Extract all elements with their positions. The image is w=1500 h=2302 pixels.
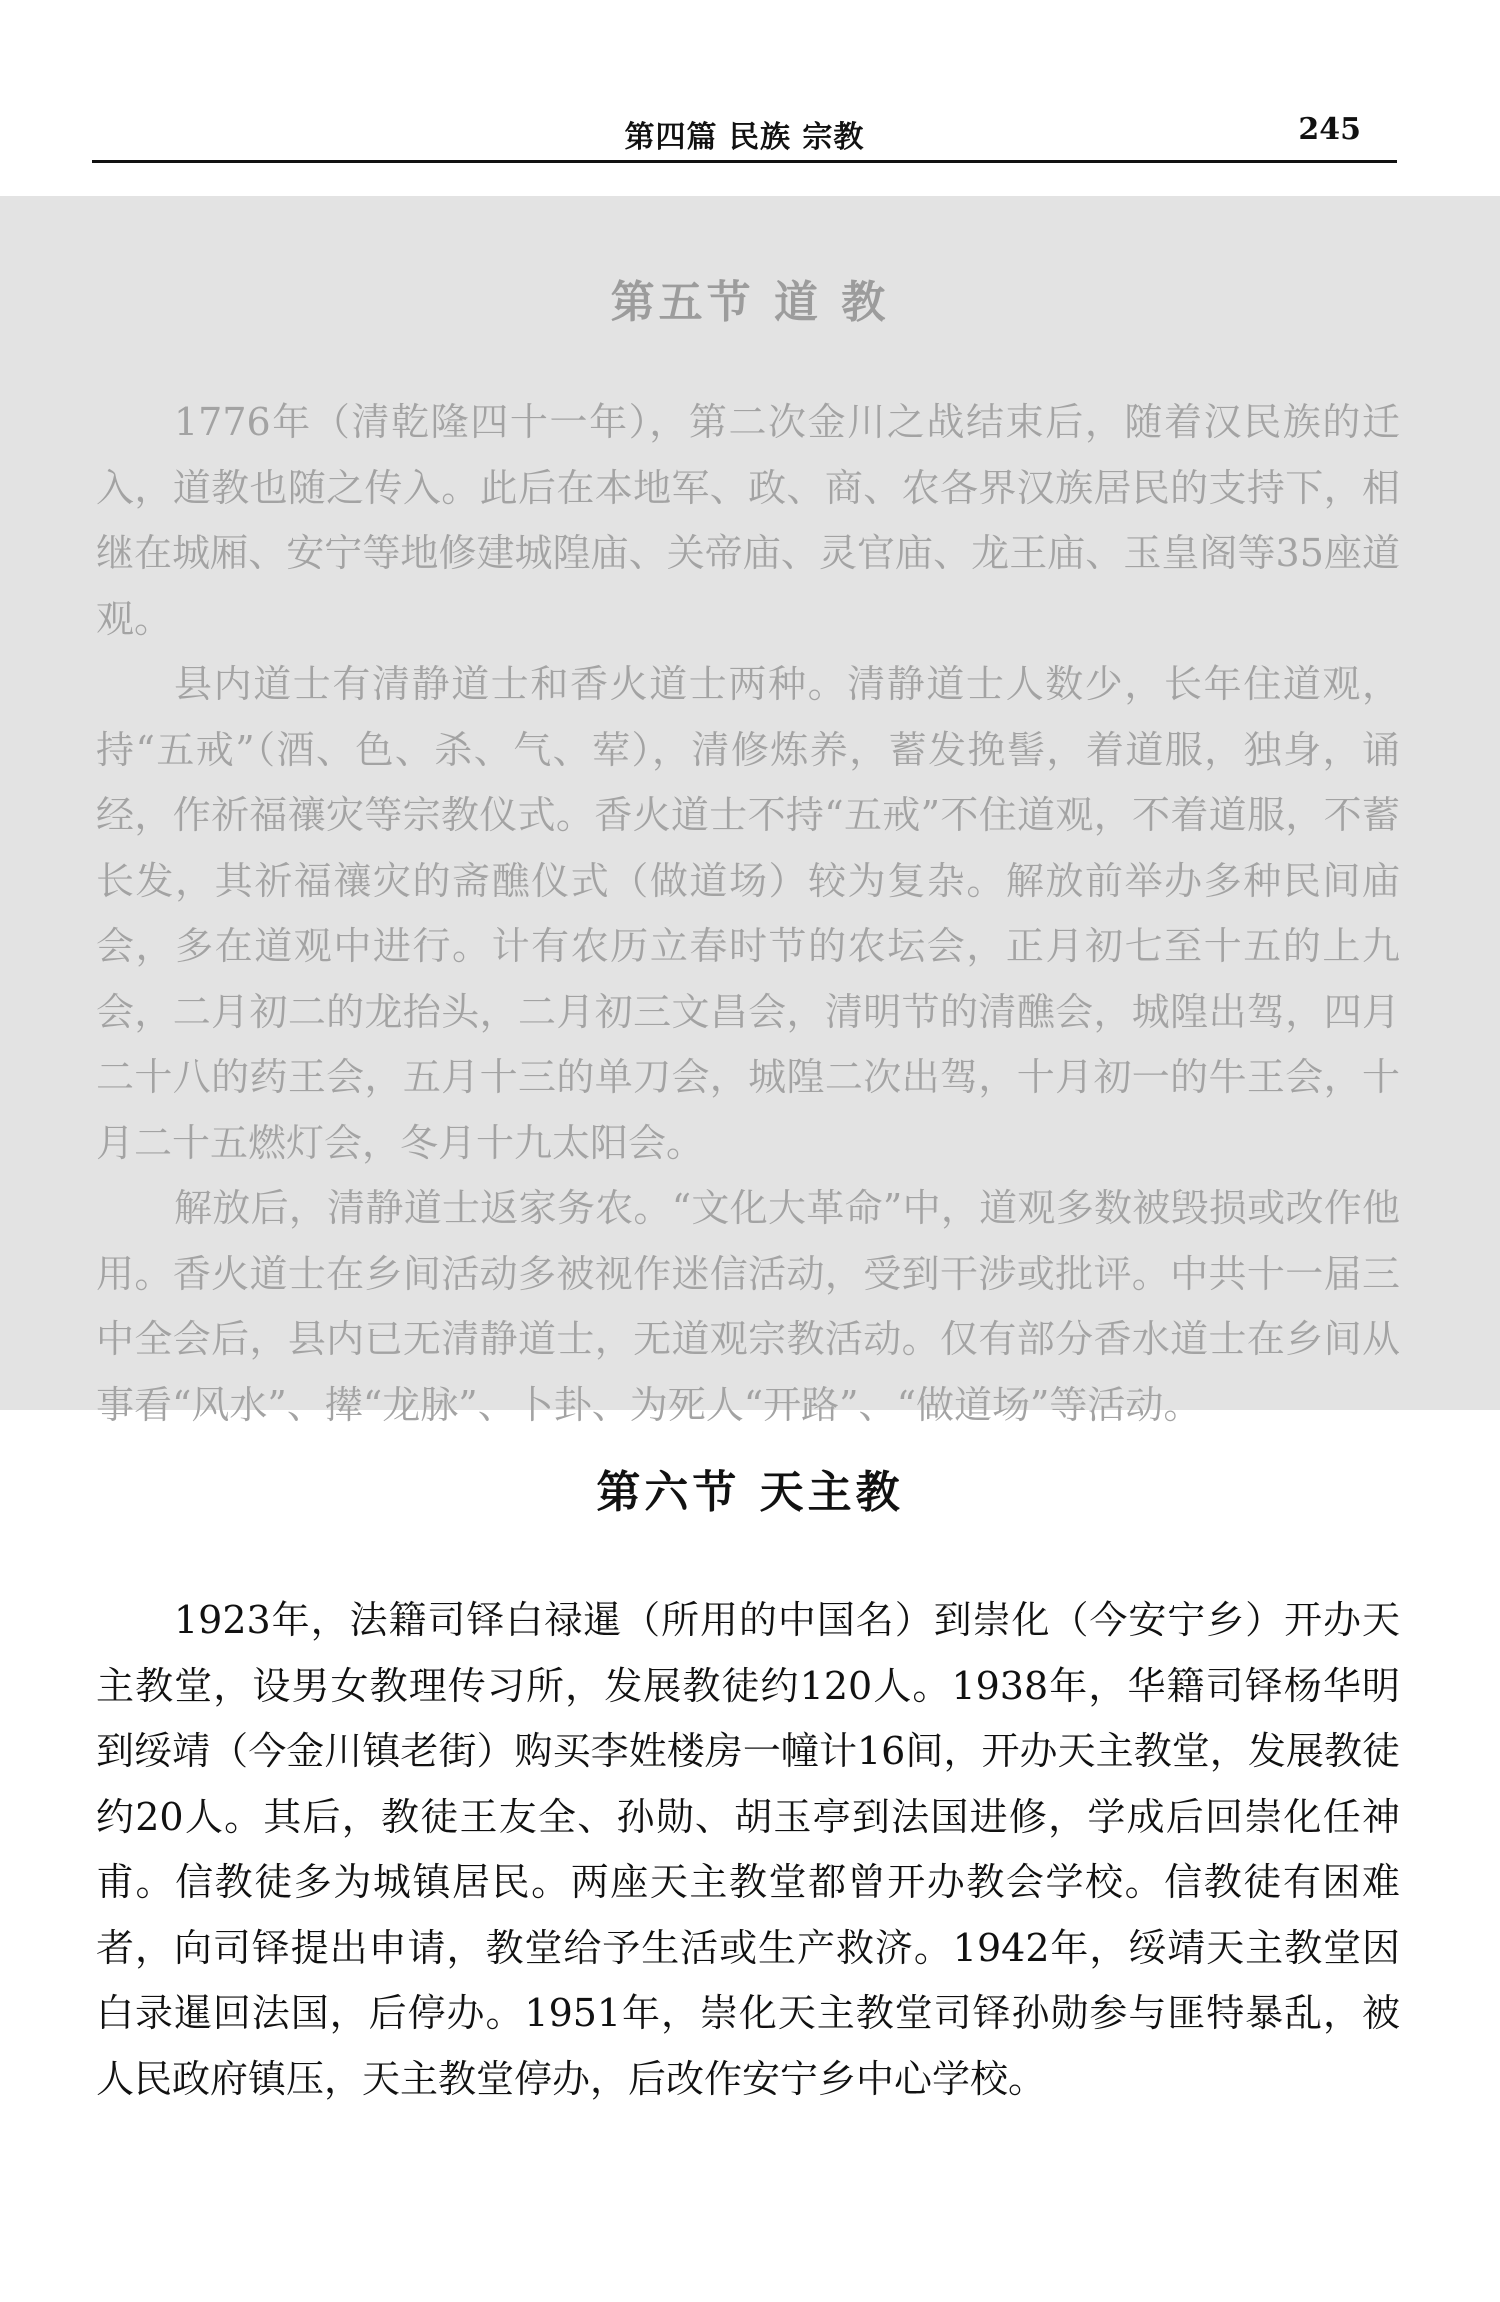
page-number: 245 bbox=[1298, 112, 1361, 147]
section-taoism-body bbox=[96, 390, 1400, 1438]
paragraph: 县内道士有清静道士和香火道士两种。清静道士人数少，长年住道观，持“五戒”（酒、色、杀、气、荤），清修炼养，蓄发挽髻，着道服，独身，诵经，作祈福禳灾等宗教仪式。香火道士不持“五戒”不住道观，不着道服，不蓄长发，其祈福禳灾的斋醮仪式（做道场）较为复杂。解放前举办多种民间庙会，多在道观中进行。计有农历立春时节的农坛会，正月初七至十五的上九会，二月初二的龙抬头，二月初三文昌会，清明节的清醮会，城隍出驾，四月二十八的药王会，五月十三的单刀会，城隍二次出驾，十月初一的牛王会，十月二十五燃灯会，冬月十九太阳会。 bbox=[96, 662, 1400, 1165]
paragraph: 解放后，清静道士返家务农。“文化大革命”中，道观多数被毁损或改作他用。香火道士在乡间活动多被视作迷信活动，受到干涉或批评。中共十一届三中全会后，县内已无清静道士，无道观宗教活动。仅有部分香水道士在乡间从事看“风水”、撵“龙脉”、卜卦、为死人“开路”、“做道场”等活动。 bbox=[96, 1186, 1400, 1427]
section-title-taoism: 第五节 道 教 bbox=[610, 277, 890, 328]
page-header bbox=[92, 104, 1397, 163]
section-catholicism-body bbox=[96, 1588, 1400, 2112]
section-taoism-block bbox=[0, 196, 1500, 1427]
paragraph: 1923年，法籍司铎白禄暹（所用的中国名）到崇化（今安宁乡）开办天主教堂，设男女教理传习所，发展教徒约120人。1938年，华籍司铎杨华明到绥靖（今金川镇老街）购买李姓楼房一幢计16间，开办天主教堂，发展教徒约20人。其后，教徒王友全、孙勋、胡玉亭到法国进修，学成后回崇化任神甫。信教徒多为城镇居民。两座天主教堂都曾开办教会学校。信教徒有困难者，向司铎提出申请，教堂给予生活或生产救济。1942年，绥靖天主教堂因白录暹回法国，后停办。1951年，崇化天主教堂司铎孙勋参与匪特暴乱，被人民政府镇压，天主教堂停办，后改作安宁乡中心学校。 bbox=[96, 1598, 1400, 2101]
section-title-catholicism: 第六节 天主教 bbox=[596, 1467, 904, 1518]
paragraph: 1776年（清乾隆四十一年），第二次金川之战结束后，随着汉民族的迁入，道教也随之传入。此后在本地军、政、商、农各界汉族居民的支持下，相继在城厢、安宁等地修建城隍庙、关帝庙、灵官庙、龙王庙、玉皇阁等35座道观。 bbox=[96, 400, 1400, 641]
running-head: 第四篇 民族 宗教 bbox=[624, 120, 865, 155]
